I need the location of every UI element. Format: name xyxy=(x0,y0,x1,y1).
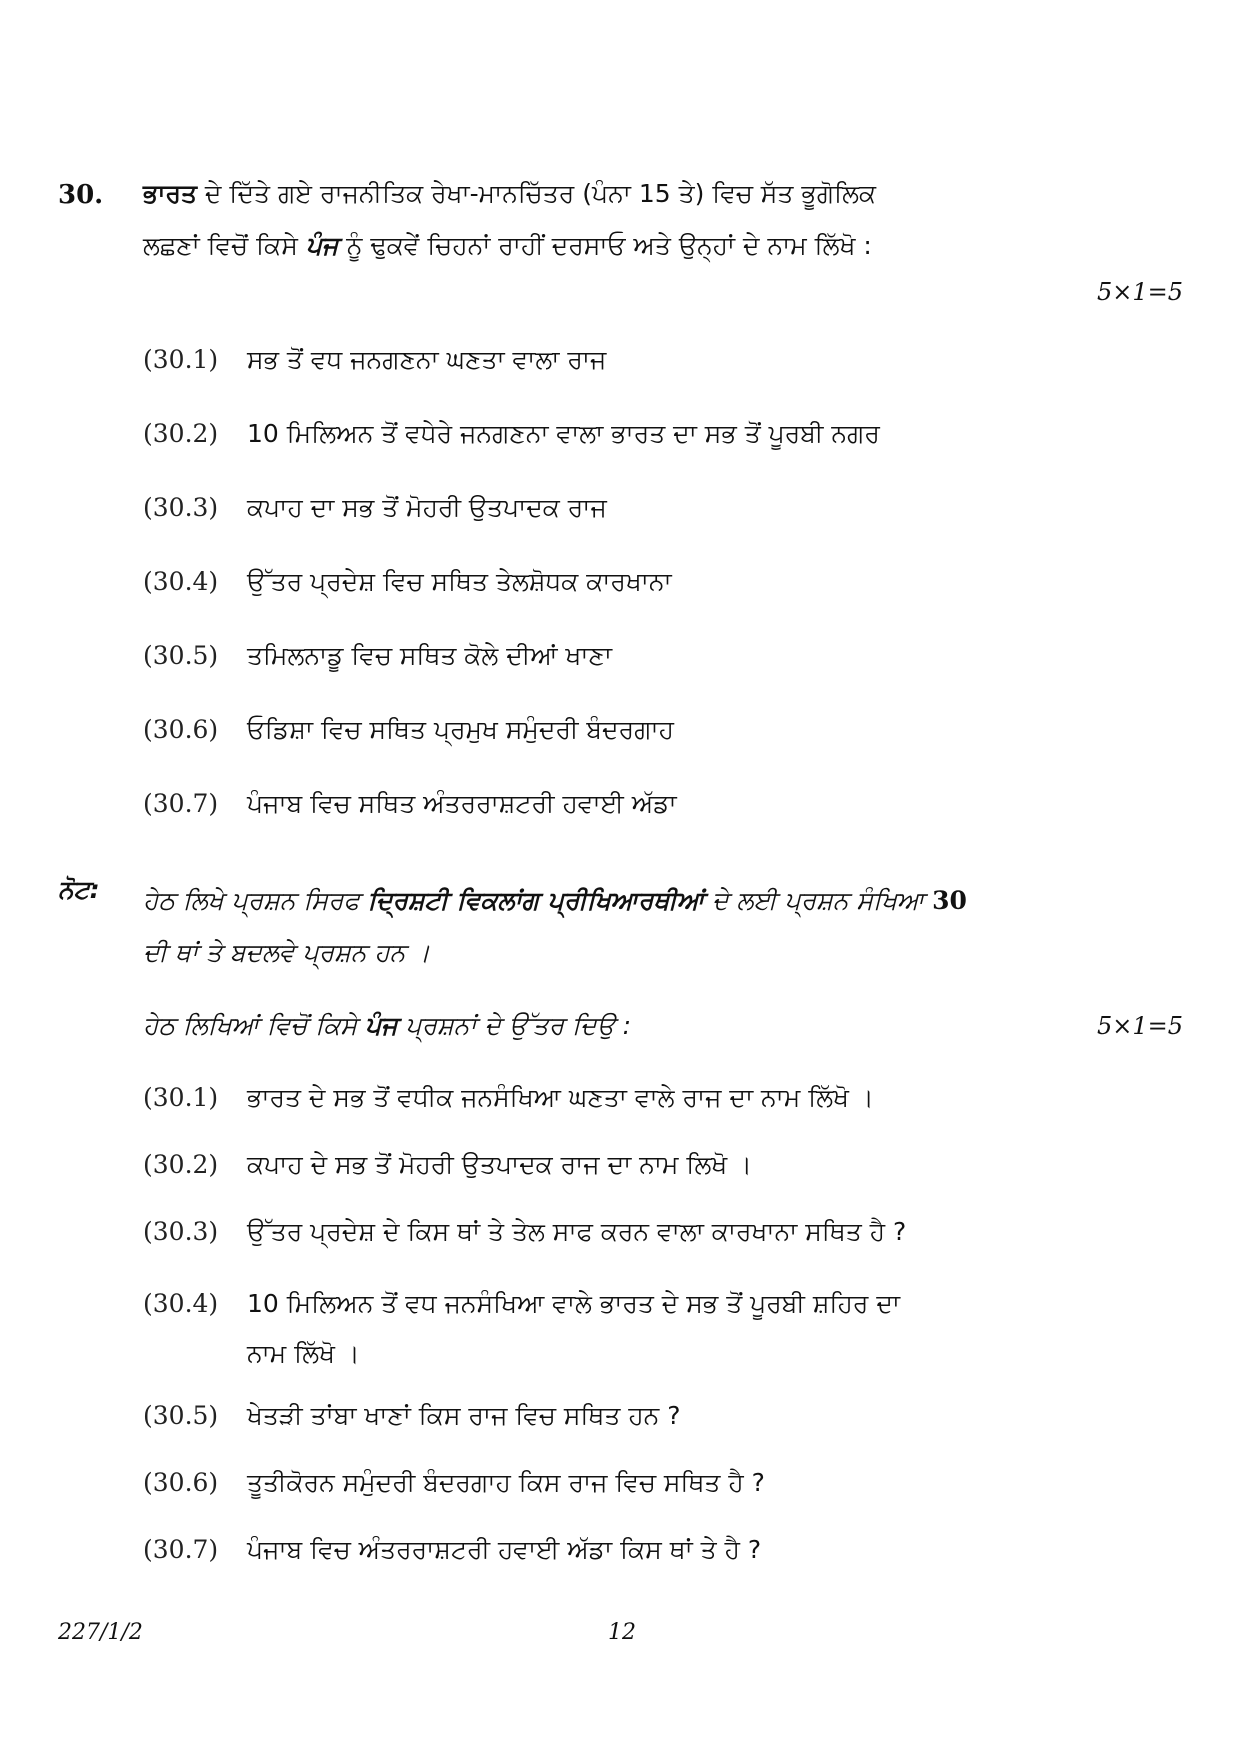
item-text: ਓਡਿਸ਼ਾ ਵਿਚ ਸਥਿਤ ਪ੍ਰਮੁਖ ਸਮੁੰਦਰੀ ਬੰਦਰਗਾਹ xyxy=(247,715,674,744)
item-text: 10 ਮਿਲਿਅਨ ਤੋਂ ਵਧੇਰੇ ਜਨਗਣਨਾ ਵਾਲਾ ਭਾਰਤ ਦਾ ਸਭ ਤੋਂ ਪੂਰਬੀ ਨਗਰ xyxy=(247,419,880,448)
item-number: (30.7) xyxy=(143,789,219,818)
instruction-a: ਹੇਠ ਲਿਖਿਆਂ ਵਿਚੋਂ ਕਿਸੇ xyxy=(143,1011,365,1040)
item-text: ਪੰਜਾਬ ਵਿਚ ਅੰਤਰਰਾਸ਼ਟਰੀ ਹਵਾਈ ਅੱਡਾ ਕਿਸ ਥਾਂ ਤੇ ਹੈ ? xyxy=(247,1535,762,1564)
instruction-bold: ਪੰਜ xyxy=(365,1011,398,1040)
item-text: ਕਪਾਹ ਦੇ ਸਭ ਤੋਂ ਮੋਹਰੀ ਉਤਪਾਦਕ ਰਾਜ ਦਾ ਨਾਮ ਲਿਖੋ । xyxy=(247,1150,752,1179)
question-item xyxy=(143,414,880,454)
alt-question-item xyxy=(143,1396,681,1436)
alt-question-item xyxy=(143,1078,874,1118)
question-item xyxy=(143,636,612,676)
note-text-c: ਦੀ ਥਾਂ ਤੇ ਬਦਲਵੇ ਪ੍ਰਸ਼ਨ ਹਨ । xyxy=(143,938,431,967)
item-text-continued: ਨਾਮ ਲਿੱਖੋ । xyxy=(247,1339,360,1368)
item-number: (30.6) xyxy=(143,1468,219,1497)
note-marks: 5×1=5 xyxy=(1096,1012,1183,1040)
question-item xyxy=(143,784,677,824)
item-number: (30.4) xyxy=(143,567,219,596)
question-bold-word: ਭਾਰਤ xyxy=(143,179,197,208)
item-text: ਉੱਤਰ ਪ੍ਰਦੇਸ਼ ਦੇ ਕਿਸ ਥਾਂ ਤੇ ਤੇਲ ਸਾਫ ਕਰਨ ਵਾਲਾ ਕਾਰਖਾਨਾ ਸਥਿਤ ਹੈ ? xyxy=(247,1217,907,1246)
instruction-b: ਪ੍ਰਸ਼ਨਾਂ ਦੇ ਉੱਤਰ ਦਿਉ : xyxy=(397,1011,632,1040)
question-text xyxy=(143,168,1183,272)
item-number: (30.5) xyxy=(143,1401,219,1430)
item-number: (30.6) xyxy=(143,715,219,744)
question-item xyxy=(143,562,672,602)
note-text xyxy=(143,875,1153,979)
item-number: (30.3) xyxy=(143,1217,219,1246)
note-bold-phrase: ਦ੍ਰਿਸ਼ਟੀ ਵਿਕਲਾਂਗ ਪ੍ਰੀਖਿਆਰਥੀਆਂ xyxy=(367,886,705,915)
item-text: ਖੇਤੜੀ ਤਾਂਬਾ ਖਾਣਾਂ ਕਿਸ ਰਾਜ ਵਿਚ ਸਥਿਤ ਹਨ ? xyxy=(247,1401,681,1430)
item-text: ਤੂਤੀਕੋਰਨ ਸਮੁੰਦਰੀ ਬੰਦਰਗਾਹ ਕਿਸ ਰਾਜ ਵਿਚ ਸਥਿਤ ਹੈ ? xyxy=(247,1468,765,1497)
item-number: (30.3) xyxy=(143,493,219,522)
note-question-number: 30 xyxy=(932,886,967,915)
question-line1: ਦੇ ਦਿੱਤੇ ਗਏ ਰਾਜਨੀਤਿਕ ਰੇਖਾ-ਮਾਨਚਿੱਤਰ (ਪੰਨਾ 15 ਤੇ) ਵਿਚ ਸੱਤ ਭੂਗੋਲਿਕ xyxy=(196,179,877,208)
item-number: (30.4) xyxy=(143,1289,219,1318)
item-text: ਤਮਿਲਨਾਡੂ ਵਿਚ ਸਥਿਤ ਕੋਲੇ ਦੀਆਂ ਖਾਣਾ xyxy=(247,641,612,670)
question-number: 30. xyxy=(58,180,104,210)
item-text: ਪੰਜਾਬ ਵਿਚ ਸਥਿਤ ਅੰਤਰਰਾਸ਼ਟਰੀ ਹਵਾਈ ਅੱਡਾ xyxy=(247,789,677,818)
alt-question-item xyxy=(143,1463,765,1503)
alt-question-item xyxy=(143,1212,906,1252)
note-label: ਨੋਟ: xyxy=(58,875,100,904)
question-item xyxy=(143,710,674,750)
item-text: ਕਪਾਹ ਦਾ ਸਭ ਤੋਂ ਮੋਹਰੀ ਉਤਪਾਦਕ ਰਾਜ xyxy=(247,493,607,522)
question-line2a: ਲਛਣਾਂ ਵਿਚੋਂ ਕਿਸੇ xyxy=(143,231,306,260)
item-text: ਭਾਰਤ ਦੇ ਸਭ ਤੋਂ ਵਧੀਕ ਜਨਸੰਖਿਆ ਘਣਤਾ ਵਾਲੇ ਰਾਜ ਦਾ ਨਾਮ ਲਿੱਖੋ । xyxy=(247,1083,874,1112)
item-number: (30.5) xyxy=(143,641,219,670)
note-instruction xyxy=(143,1000,1183,1052)
item-number: (30.1) xyxy=(143,345,219,374)
item-number: (30.7) xyxy=(143,1535,219,1564)
item-text: ਸਭ ਤੋਂ ਵਧ ਜਨਗਣਨਾ ਘਣਤਾ ਵਾਲਾ ਰਾਜ xyxy=(247,345,607,374)
alt-question-item xyxy=(143,1279,1123,1379)
question-line2b: ਨੂੰ ਢੁਕਵੇਂ ਚਿਹਨਾਂ ਰਾਹੀਂ ਦਰਸਾਓ ਅਤੇ ਉਨ੍ਹਾਂ ਦੇ ਨਾਮ ਲਿੱਖੋ : xyxy=(338,231,872,260)
alt-question-item xyxy=(143,1530,761,1570)
item-number: (30.1) xyxy=(143,1083,219,1112)
paper-code: 227/1/2 xyxy=(58,1620,143,1645)
note-text-a: ਹੇਠ ਲਿਖੇ ਪ੍ਰਸ਼ਨ ਸਿਰਫ xyxy=(143,886,368,915)
page-number: 12 xyxy=(608,1620,636,1645)
item-text: ਉੱਤਰ ਪ੍ਰਦੇਸ਼ ਵਿਚ ਸਥਿਤ ਤੇਲਸ਼ੋਧਕ ਕਾਰਖਾਨਾ xyxy=(247,567,672,596)
alt-question-item xyxy=(143,1145,752,1185)
question-item xyxy=(143,340,606,380)
question-item xyxy=(143,488,607,528)
item-number: (30.2) xyxy=(143,419,219,448)
question-marks: 5×1=5 xyxy=(1096,278,1183,306)
question-bold-panj: ਪੰਜ xyxy=(305,231,339,260)
note-text-b: ਦੇ ਲਈ ਪ੍ਰਸ਼ਨ ਸੰਖਿਆ xyxy=(704,886,933,915)
item-text: 10 ਮਿਲਿਅਨ ਤੋਂ ਵਧ ਜਨਸੰਖਿਆ ਵਾਲੇ ਭਾਰਤ ਦੇ ਸਭ ਤੋਂ ਪੂਰਬੀ ਸ਼ਹਿਰ ਦਾ xyxy=(247,1289,901,1318)
item-number: (30.2) xyxy=(143,1150,219,1179)
